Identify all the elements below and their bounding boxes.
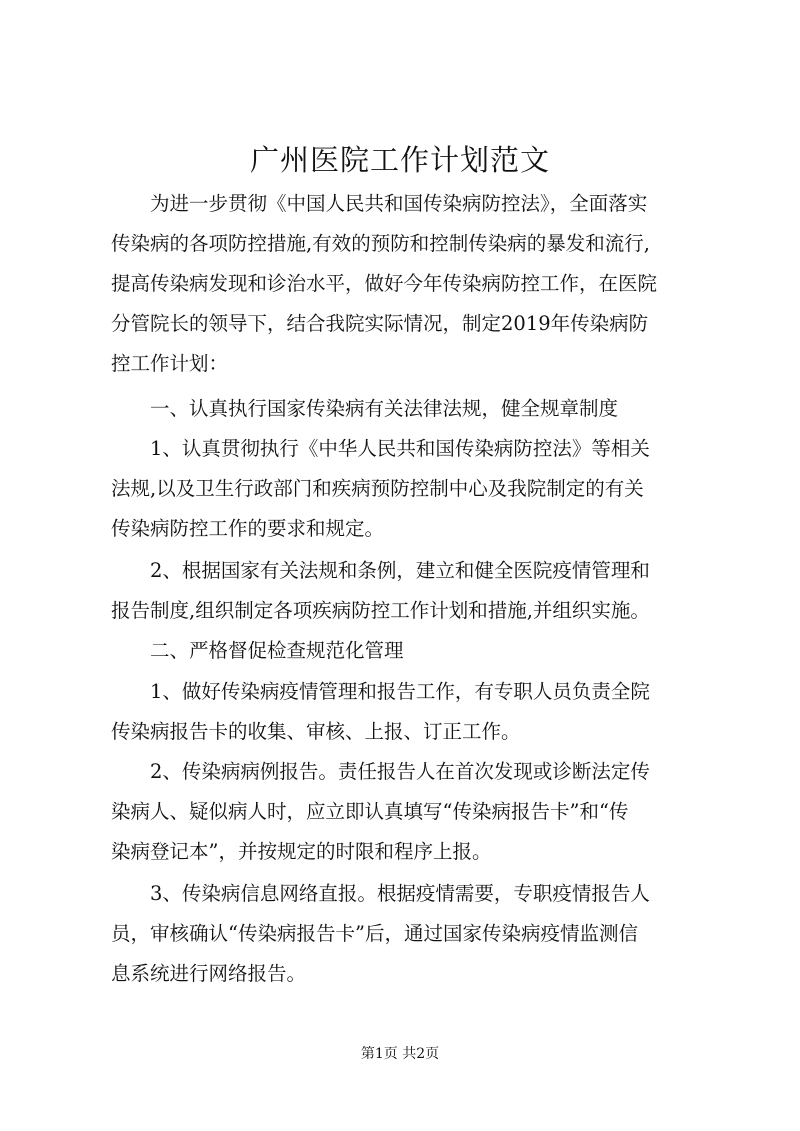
page-number: 第1页 共2页 <box>360 1046 440 1062</box>
paragraph-line: 染病登记本”，并按规定的时限和程序上报。 <box>111 840 492 863</box>
paragraph-line: 传染病的各项防控措施,有效的预防和控制传染病的暴发和流行, <box>111 232 650 255</box>
paragraph-line: 报告制度,组织制定各项疾病防控工作计划和措施,并组织实施。 <box>111 599 650 622</box>
paragraph-line: 2、传染病病例报告。责任报告人在首次发现或诊断法定传 <box>111 760 650 783</box>
paragraph-line: 为进一步贯彻《中国人民共和国传染病防控法》，全面落实 <box>111 192 648 215</box>
paragraph-line: 提高传染病发现和诊治水平，做好今年传染病防控工作，在医院 <box>111 272 658 295</box>
paragraph-line: 2、根据国家有关法规和条例，建立和健全医院疫情管理和 <box>111 559 650 582</box>
paragraph-line: 染病人、疑似病人时，应立即认真填写“传染病报告卡”和“传 <box>111 800 629 823</box>
section-heading: 一、认真执行国家传染病有关法律法规，健全规章制度 <box>111 397 619 420</box>
paragraph-line: 员，审核确认“传染病报告卡”后，通过国家传染病疫情监测信 <box>111 922 638 945</box>
paragraph-line: 1、认真贯彻执行《中华人民共和国传染病防控法》等相关 <box>111 437 650 460</box>
paragraph-line: 法规,以及卫生行政部门和疾病预防控制中心及我院制定的有关 <box>111 477 644 500</box>
paragraph-line: 3、传染病信息网络直报。根据疫情需要，专职疫情报告人 <box>111 882 650 905</box>
paragraph-line: 1、做好传染病疫情管理和报告工作，有专职人员负责全院 <box>111 680 650 703</box>
document-title: 广州医院工作计划范文 <box>249 143 550 177</box>
paragraph-line: 息系统进行网络报告。 <box>111 962 307 985</box>
section-heading: 二、严格督促检查规范化管理 <box>111 639 404 662</box>
paragraph-line: 分管院长的领导下，结合我院实际情况，制定2019年传染病防 <box>111 312 649 335</box>
paragraph-line: 控工作计划： <box>111 352 229 375</box>
paragraph-line: 传染病防控工作的要求和规定。 <box>111 517 385 540</box>
paragraph-line: 传染病报告卡的收集、审核、上报、订正工作。 <box>111 720 521 743</box>
